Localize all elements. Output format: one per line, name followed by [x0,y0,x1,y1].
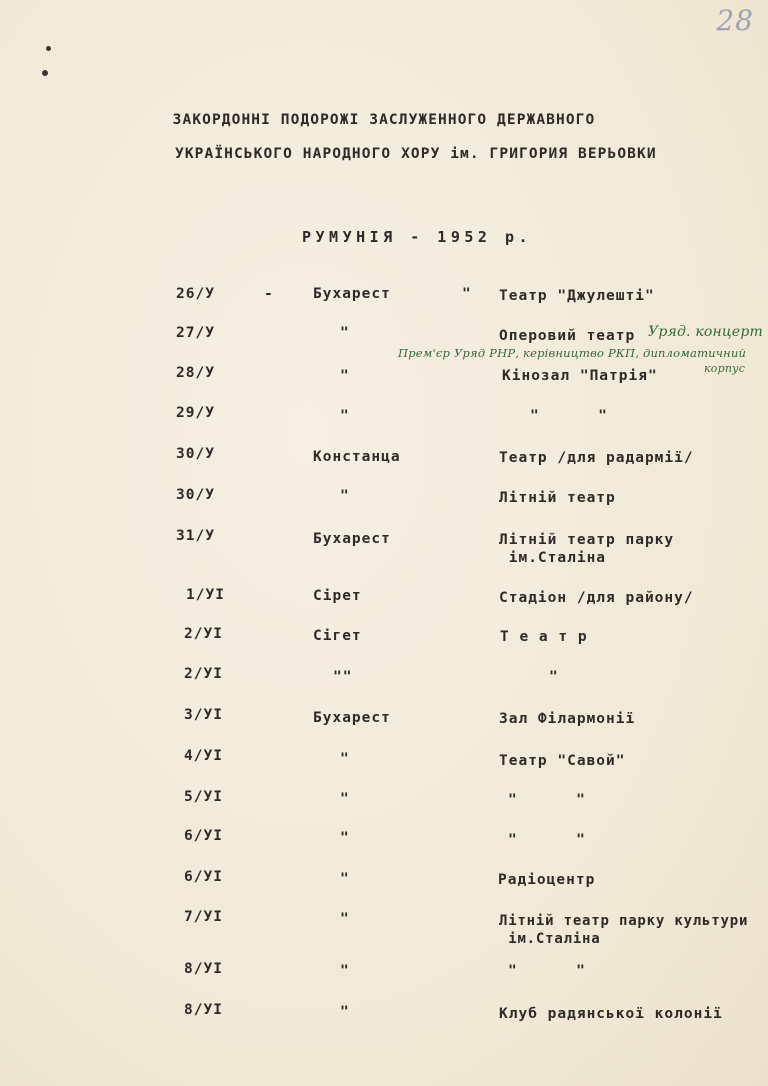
row-date: 31/У [176,528,215,544]
handwritten-note-line3: корпус [704,362,746,375]
row-city: " [340,1004,350,1020]
row-venue: Літній театр парку культури ім.Сталіна [499,913,749,947]
row-city: Бухарест [313,531,391,547]
row-city: " [340,830,350,846]
row-date: 29/У [176,405,215,421]
row-city: " [340,408,350,424]
row-dash: - [264,286,274,302]
row-venue: Літній театр [499,490,616,506]
row-city: Сірет [313,588,362,604]
row-venue: Т е а т р [500,629,588,645]
page-number: 28 [716,4,754,37]
row-venue: Літній театр парку ім.Сталіна [499,532,675,566]
row-city: " [340,791,350,807]
handwritten-note-line1: Уряд. концерт [648,324,764,340]
punch-hole-mark [46,46,51,51]
row-separator: " [462,286,472,302]
row-venue: " [549,669,559,685]
row-venue: " " [530,408,608,424]
row-date: 26/У [176,286,215,302]
row-city: Бухарест [313,286,391,302]
row-city: Сігет [313,628,362,644]
row-date: 5/УІ [184,789,223,805]
row-city: Бухарест [313,710,391,726]
row-venue: Клуб радянської колонії [499,1006,723,1022]
title-line-2: УКРАЇНСЬКОГО НАРОДНОГО ХОРУ ім. ГРИГОРИЯ ВЕРЬОВКИ [175,146,657,162]
row-city: " [340,911,350,927]
row-venue: Театр "Джулешті" [499,288,655,304]
row-venue: Театр "Савой" [499,753,626,769]
row-city: Констанца [313,449,401,465]
row-date: 28/У [176,365,215,381]
row-venue: " " [508,832,586,848]
row-venue: Театр /для радармії/ [499,450,694,466]
row-date: 30/У [176,446,215,462]
row-city: " [340,488,350,504]
row-venue: Оперовий театр [499,328,636,344]
row-venue: Кінозал "Патрія" [502,368,658,384]
row-venue: " " [508,792,586,808]
row-city: " [340,963,350,979]
row-date: 27/У [176,325,215,341]
row-city: "" [333,669,353,685]
handwritten-note-line2: Прем'єр Уряд РНР, керівництво РКП, дипломатичний [398,346,747,360]
row-date: 30/У [176,487,215,503]
row-date: 8/УІ [184,961,223,977]
row-venue: Стадіон /для району/ [499,590,694,606]
row-city: " [340,751,350,767]
row-date: 6/УІ [184,828,223,844]
row-date: 2/УІ [184,666,223,682]
punch-hole-mark [42,70,48,76]
row-venue: Радіоцентр [498,872,596,888]
row-date: 3/УІ [184,707,223,723]
title-line-1: ЗАКОРДОННІ ПОДОРОЖІ ЗАСЛУЖЕННОГО ДЕРЖАВНОГО [172,112,596,128]
country-heading: РУМУНІЯ - 1952 р. [302,228,533,246]
row-date: 7/УІ [184,909,223,925]
row-date: 1/УІ [186,587,225,603]
row-date: 8/УІ [184,1002,223,1018]
row-venue: Зал Філармонії [499,711,636,727]
row-city: " [340,368,350,384]
row-city: " [340,325,350,341]
row-date: 4/УІ [184,748,223,764]
row-date: 6/УІ [184,869,223,885]
row-date: 2/УІ [184,626,223,642]
row-venue: " " [508,963,586,979]
row-city: " [340,871,350,887]
